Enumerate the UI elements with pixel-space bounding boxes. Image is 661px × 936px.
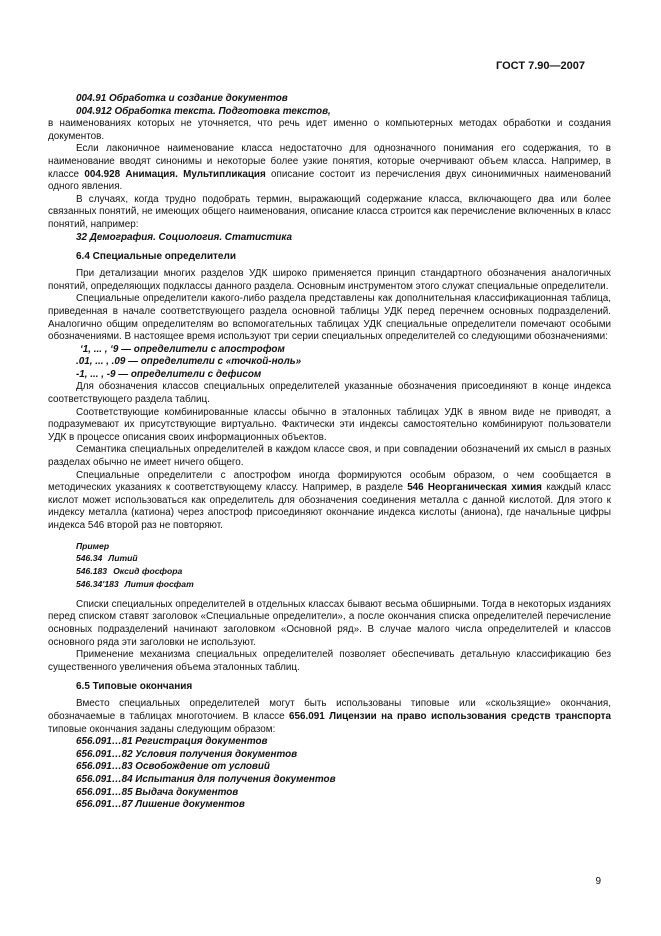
paragraph: Специальные определители какого-либо раздела представлены как дополнительная классификационная таблица, приведенная в начале соответствующего раздела основной таблицы УДК перед перечнем основных подразделений. Аналогично общим определителям во вспомогательных таблицах УДК специальные определители помечают особыми обозначениями. В настоящее время используют три серии специальных определителей со следующими обозначениями: (48, 293, 611, 343)
paragraph: Применение механизма специальных определителей позволяет обеспечивать детальную классификацию без существенного увеличения объема эталонных таблиц. (48, 649, 611, 673)
list-item: 656.091…85 Выдача документов (76, 786, 239, 798)
list-item: ‘1, ... , ‘9 — определители с апострофом (80, 343, 285, 355)
paragraph: Для обозначения классов специальных определителей указанные обозначения присоединяют в конце индекса соответствующего раздела таблиц. (48, 381, 611, 406)
paragraph: Соответствующие комбинированные классы обычно в эталонных таблицах УДК в явном виде не приводят, а подразумевают их присутствующие виртуально. Фактически эти индексы самостоятельно комбинируют пользователи УДК в процессе описания своих информационных объектов. (48, 406, 611, 443)
paragraph: Вместо специальных определителей могут быть использованы типовые или «скользящие» окончания, обозначаемые в таблицах многоточием. В классе 656.091 Лицензии на право использования средств транспорта типовые окончания заданы следующим образом: (48, 698, 611, 735)
page-number: 9 (595, 876, 601, 887)
section-title-6-4: 6.4 Специальные определители (76, 251, 236, 263)
paragraph: В случаях, когда трудно подобрать термин, выражающий содержание класса, включающего два или более связанных понятий, не имеющих общего наименования, описание класса строится как перечисление включенных в класс понятий, например: (48, 193, 611, 230)
example-line: 546.34 Литий (76, 553, 138, 564)
paragraph: в наименованиях которых не уточняется, что речь идет именно о компьютерных методах обработки и создания документов. (48, 118, 611, 142)
paragraph: При детализации многих разделов УДК широко применяется принцип стандартного обозначения аналогичных понятий, определяющих подклассы данного раздела. Основным инструментом этого служат специальные определители. (48, 268, 611, 292)
page-content (48, 93, 611, 812)
class-heading: 004.912 Обработка текста. Подготовка текстов, (76, 105, 331, 117)
class-heading: 32 Демография. Социология. Статистика (76, 231, 292, 243)
paragraph: Специальные определители с апострофом иногда формируются особым образом, о чем сообщается в методических указаниях к соответствующему классу. Например, в разделе 546 Неорганическая химия каждый класс кислот может использоваться как определитель для обозначения соединения металла с данной кислотой. Для этого к индексу металла (катиона) через апостроф присоединяют окончание индекса кислоты (аниона), где начальные цифры индекса 546 второй раз не повторяют. (48, 469, 611, 531)
example-line: 546.34'183 Лития фосфат (76, 578, 194, 589)
paragraph: Если лаконичное наименование класса недостаточно для однозначного понимания его содержания, то в наименование вводят синонимы и некоторые более узкие понятия, которые очерчивают объем класса. Например, в классе 004.928 Анимация. Мультипликация описание состоит из перечисления двух синонимичных наименований одного явления. (48, 143, 611, 193)
list-item: 656.091…84 Испытания для получения документов (76, 773, 336, 785)
list-item: 656.091…87 Лишение документов (76, 799, 245, 811)
list-item: 656.091…82 Условия получения документов (76, 748, 298, 760)
standard-header: ГОСТ 7.90—2007 (496, 60, 585, 72)
example-block (48, 540, 611, 591)
list-item: 656.091…81 Регистрация документов (76, 736, 268, 748)
list-item: .01, ... , .09 — определители с «точкой-ноль» (76, 356, 302, 368)
paragraph: Семантика специальных определителей в каждом классе своя, и при совпадении обозначений их смысл в разных разделах обычно не имеет ничего общего. (48, 444, 611, 469)
paragraph: Списки специальных определителей в отдельных классах бывают весьма обширными. Тогда в некоторых изданиях перед списком ставят заголовок «Специальные определители», а после окончания списка определителей перечисление основных подразделений начинают заголовком «Основной ряд». В случае малого числа определителей и классов основного ряда эти заголовки не используют. (48, 598, 611, 648)
list-item: -1, ... , -9 — определители с дефисом (76, 368, 262, 380)
section-title-6-5: 6.5 Типовые окончания (76, 681, 193, 693)
example-line: 546.183 Оксид фосфора (76, 566, 183, 577)
list-item: 656.091…83 Освобождение от условий (76, 761, 270, 773)
example-label: Пример (76, 540, 110, 551)
class-heading: 004.91 Обработка и создание документов (76, 93, 288, 104)
